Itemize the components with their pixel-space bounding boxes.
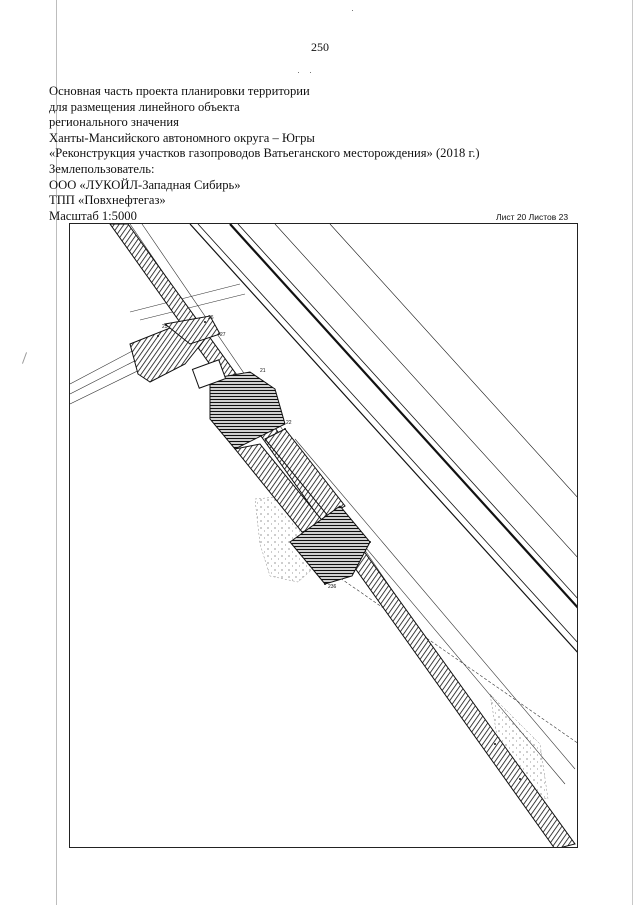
scan-speck (310, 72, 311, 73)
header-line-region: Ханты-Мансийского автономного округа – Югры (49, 130, 315, 145)
page-number: 250 (311, 40, 329, 54)
scan-edge-right (632, 0, 633, 905)
header-line-company: ООО «ЛУКОЙЛ-Западная Сибирь» (49, 177, 241, 192)
sheet-label: Лист 20 Листов 23 (496, 212, 569, 222)
map-label-26: 26 (208, 315, 214, 321)
map-label-236: 236 (328, 584, 337, 590)
document-header (49, 84, 609, 224)
header-line-division: ТПП «Повхнефтегаз» (49, 193, 166, 208)
scan-speck (298, 72, 299, 73)
header-line-object: для размещения линейного объекта (49, 99, 240, 114)
map-frame (69, 223, 578, 848)
header-line-scale: Масштаб 1:5000 (49, 208, 137, 223)
header-line-significance: регионального значения (49, 115, 179, 130)
scan-speck (352, 10, 353, 11)
map-label-21: 21 (260, 368, 266, 374)
map-label-27: 27 (220, 332, 226, 338)
header-line-project: Основная часть проекта планировки территории (49, 84, 310, 98)
planning-map (70, 224, 578, 848)
map-label-22: 22 (286, 420, 292, 426)
scan-mark (22, 352, 27, 364)
header-line-land-user-label: Землепользователь: (49, 161, 155, 176)
header-line-title: «Реконструкция участков газопроводов Ватьеганского месторождения» (2018 г.) (49, 146, 480, 161)
map-label-25: 25 (162, 324, 168, 330)
